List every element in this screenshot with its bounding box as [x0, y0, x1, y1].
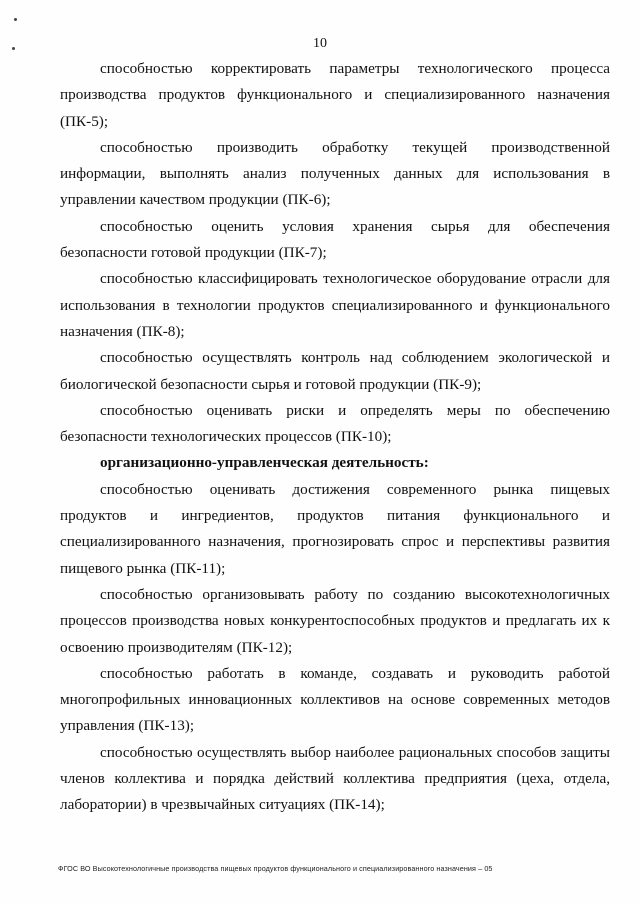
scan-speck: [14, 18, 17, 21]
competency-paragraph: способностью оценивать достижения современного рынка пищевых продуктов и ингредиентов, продуктов питания функционального и специализированного назначения, прогнозировать спрос и перспективы развития пищевого рынка (ПК-11);: [60, 480, 610, 577]
competency-paragraph: способностью работать в команде, создавать и руководить работой многопрофильных инновационных коллективов на основе современных методов управления (ПК-13);: [60, 664, 610, 735]
section-heading: организационно-управленческая деятельность:: [100, 454, 429, 472]
competency-paragraph: способностью классифицировать технологическое оборудование отрасли для использования в технологии продуктов специализированного и функционального назначения (ПК-8);: [60, 270, 610, 340]
competency-paragraph: способностью осуществлять контроль над соблюдением экологической и биологической безопасности сырья и готовой продукции (ПК-9);: [60, 349, 610, 393]
competency-paragraph: способностью оценивать риски и определять меры по обеспечению безопасности технологических процессов (ПК-10);: [60, 401, 610, 446]
competency-paragraph: способностью производить обработку текущей производственной информации, выполнять анализ полученных данных для использования в управлении качеством продукции (ПК-6);: [60, 138, 610, 209]
document-body: [60, 56, 610, 819]
competency-paragraph: способностью оценить условия хранения сырья для обеспечения безопасности готовой продукции (ПК-7);: [60, 217, 610, 262]
competency-paragraph: способностью корректировать параметры технологического процесса производства продуктов функционального и специализированного назначения (ПК-5);: [60, 60, 610, 130]
competency-paragraph: способностью осуществлять выбор наиболее рациональных способов защиты членов коллектива и порядка действий коллектива предприятия (цеха, отдела, лаборатории) в чрезвычайных ситуациях (ПК-14);: [60, 743, 610, 814]
document-footer: ФГОС ВО Высокотехнологичные производства пищевых продуктов функционального и специализированного назначения – 05: [58, 864, 493, 873]
page-number: 10: [313, 36, 327, 51]
competency-paragraph: способностью организовывать работу по созданию высокотехнологичных процессов производства новых конкурентоспособных продуктов и предлагать их к освоению производителям (ПК-12);: [60, 585, 610, 656]
